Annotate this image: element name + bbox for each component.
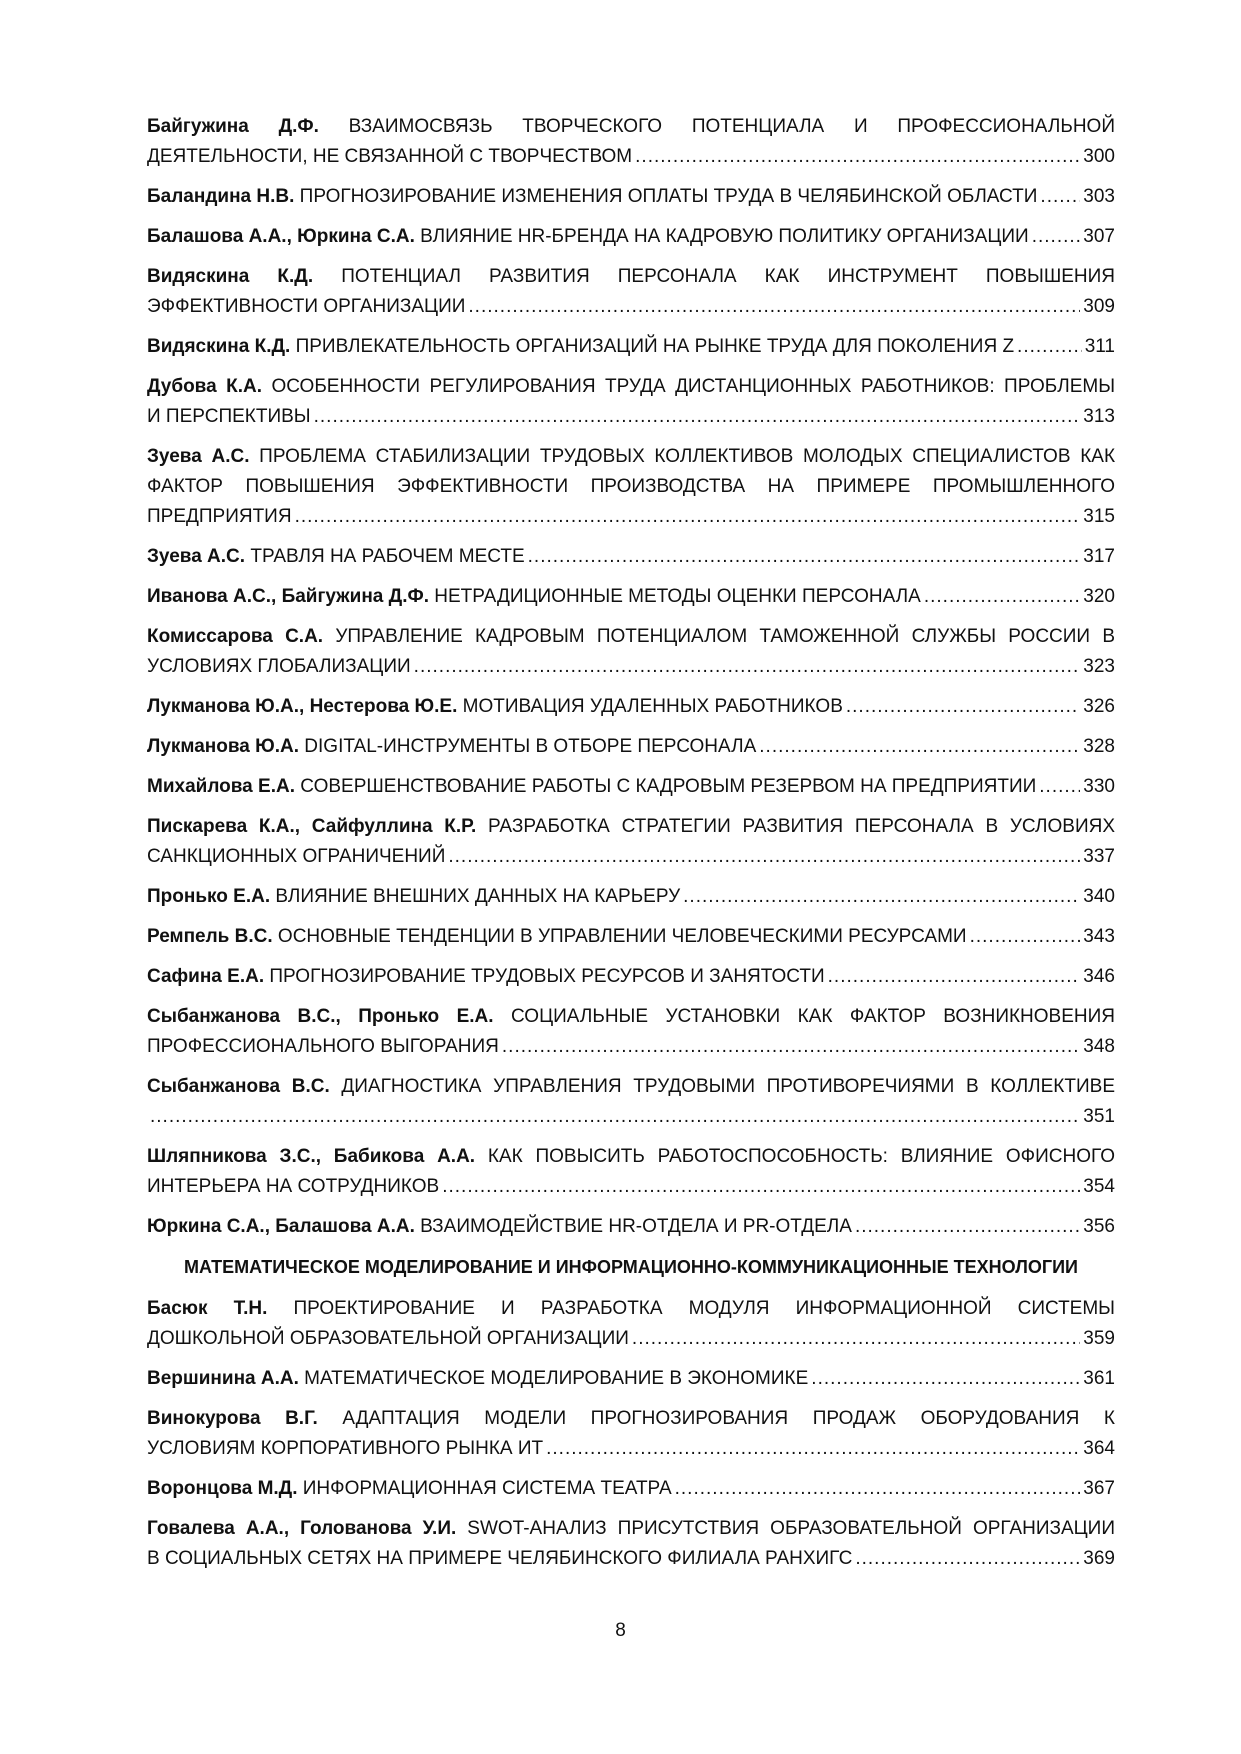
toc-entry[interactable] — [147, 332, 1115, 362]
toc-entry-title: ПРОЕКТИРОВАНИЕ И РАЗРАБОТКА МОДУЛЯ ИНФОРМАЦИОННОЙ СИСТЕМЫ — [267, 1298, 1116, 1319]
toc-entry-title-lead — [147, 622, 1115, 652]
toc-entry-title: ПРОГНОЗИРОВАНИЕ ТРУДОВЫХ РЕСУРСОВ И ЗАНЯТОСТИ — [264, 966, 825, 987]
toc-entry-page: 323 — [1083, 656, 1115, 677]
toc-entry-title: И ПЕРСПЕКТИВЫ — [147, 406, 311, 427]
dot-leader — [855, 1212, 1080, 1242]
toc-entry-page: 343 — [1083, 926, 1115, 947]
toc-entry-page: 317 — [1083, 546, 1115, 567]
toc-entry-title: МОТИВАЦИЯ УДАЛЕННЫХ РАБОТНИКОВ — [457, 696, 843, 717]
toc-entry-page: 307 — [1083, 226, 1115, 247]
toc-entry-page: 364 — [1083, 1438, 1115, 1459]
dot-leader — [150, 1102, 1080, 1132]
toc-entry-line — [147, 542, 1115, 572]
dot-leader — [442, 1172, 1080, 1202]
toc-entry-author: Юркина С.А., Балашова А.А. — [147, 1216, 415, 1237]
toc-entry-line — [147, 692, 1115, 722]
toc-entry-title-lead — [147, 442, 1115, 502]
toc-entry-page: 326 — [1083, 696, 1115, 717]
toc-entry-title: ДИАГНОСТИКА УПРАВЛЕНИЯ ТРУДОВЫМИ ПРОТИВОРЕЧИЯМИ В КОЛЛЕКТИВЕ — [329, 1076, 1115, 1097]
dot-leader — [811, 1364, 1080, 1394]
toc-entry-author: Иванова А.С., Байгужина Д.Ф. — [147, 586, 429, 607]
toc-entry-page: 354 — [1083, 1176, 1115, 1197]
toc-entry[interactable] — [147, 442, 1115, 532]
toc-entry-title: ОСНОВНЫЕ ТЕНДЕНЦИИ В УПРАВЛЕНИИ ЧЕЛОВЕЧЕСКИМИ РЕСУРСАМИ — [272, 926, 967, 947]
toc-entry-title: УСЛОВИЯХ ГЛОБАЛИЗАЦИИ — [147, 656, 411, 677]
toc-entry-text — [147, 692, 843, 722]
toc-entry-title: ПОТЕНЦИАЛ РАЗВИТИЯ ПЕРСОНАЛА КАК ИНСТРУМЕНТ ПОВЫШЕНИЯ — [313, 266, 1116, 287]
toc-entry-line — [147, 332, 1115, 362]
toc-entry-line — [147, 772, 1115, 802]
toc-entry-author: Баландина Н.В. — [147, 186, 295, 207]
toc-entry-text — [147, 652, 411, 682]
toc-entry-line — [147, 732, 1115, 762]
toc-entry-line — [147, 142, 1115, 172]
toc-entry[interactable] — [147, 812, 1115, 872]
toc-entry-title: ИНТЕРЬЕРА НА СОТРУДНИКОВ — [147, 1176, 440, 1197]
toc-entry-title: В СОЦИАЛЬНЫХ СЕТЯХ НА ПРИМЕРЕ ЧЕЛЯБИНСКОГО ФИЛИАЛА РАНХИГС — [147, 1548, 853, 1569]
dot-leader — [295, 502, 1081, 532]
toc-entry[interactable] — [147, 772, 1115, 802]
toc-entry-title-lead — [147, 1142, 1115, 1172]
toc-entry-text — [147, 1434, 543, 1464]
dot-leader — [635, 142, 1080, 172]
toc-entry-title-lead — [147, 1072, 1115, 1102]
toc-entry[interactable] — [147, 1514, 1115, 1574]
dot-leader — [924, 582, 1080, 612]
toc-entry-line — [147, 962, 1115, 992]
toc-entry-text — [147, 1544, 852, 1574]
toc-entry[interactable] — [147, 622, 1115, 682]
toc-entry-line — [147, 882, 1115, 912]
toc-entry-page: 351 — [1083, 1106, 1115, 1127]
toc-entry-line — [147, 1172, 1115, 1202]
toc-entry-text — [147, 842, 445, 872]
toc-entry-title: ПРИВЛЕКАТЕЛЬНОСТЬ ОРГАНИЗАЦИЙ НА РЫНКЕ ТРУДА ДЛЯ ПОКОЛЕНИЯ Z — [290, 336, 1015, 357]
dot-leader — [675, 1474, 1081, 1504]
toc-entry-line — [147, 222, 1115, 252]
toc-entry[interactable] — [147, 1212, 1115, 1242]
toc-entry[interactable] — [147, 1404, 1115, 1464]
section-heading: МАТЕМАТИЧЕСКОЕ МОДЕЛИРОВАНИЕ И ИНФОРМАЦИОННО-КОММУНИКАЦИОННЫЕ ТЕХНОЛОГИИ — [184, 1257, 1078, 1277]
dot-leader — [828, 962, 1081, 992]
toc-entry-author: Комиссарова С.А. — [147, 626, 324, 647]
toc-entry-page: 309 — [1083, 296, 1115, 317]
toc-entry-title: СОВЕРШЕНСТВОВАНИЕ РАБОТЫ С КАДРОВЫМ РЕЗЕРВОМ НА ПРЕДПРИЯТИИ — [294, 776, 1037, 797]
toc-entry-line — [147, 1364, 1115, 1394]
toc-entry-title: ДЕЯТЕЛЬНОСТИ, НЕ СВЯЗАННОЙ С ТВОРЧЕСТВОМ — [147, 146, 633, 167]
toc-entry-author: Видяскина К.Д. — [147, 336, 291, 357]
toc-entry-title-lead — [147, 1404, 1115, 1434]
toc-entry-page: 303 — [1083, 186, 1115, 207]
dot-leader — [314, 402, 1081, 432]
toc-entry-title: УСЛОВИЯМ КОРПОРАТИВНОГО РЫНКА ИТ — [147, 1438, 544, 1459]
toc-entry-text — [147, 332, 1014, 362]
toc-entry-text — [147, 732, 756, 762]
dot-leader — [414, 652, 1081, 682]
toc-entry[interactable] — [147, 112, 1115, 172]
toc-entry-page: 348 — [1083, 1036, 1115, 1057]
toc-entry-line — [147, 1434, 1115, 1464]
toc-entry-page: 340 — [1083, 886, 1115, 907]
toc-entry[interactable] — [147, 962, 1115, 992]
toc-entry-line — [147, 502, 1115, 532]
toc-entry-author: Вершинина А.А. — [147, 1368, 299, 1389]
toc-entry-line — [147, 1544, 1115, 1574]
toc-entry-author: Лукманова Ю.А., Нестерова Ю.Е. — [147, 696, 458, 717]
dot-leader — [546, 1434, 1080, 1464]
toc-entry-line — [147, 1212, 1115, 1242]
toc-entries-labor — [147, 112, 1115, 1242]
toc-entry-title: ВЗАИМОСВЯЗЬ ТВОРЧЕСКОГО ПОТЕНЦИАЛА И ПРОФЕССИОНАЛЬНОЙ — [318, 116, 1115, 137]
toc-entry-line — [147, 1032, 1115, 1062]
toc-entry-title: SWOT-АНАЛИЗ ПРИСУТСТВИЯ ОБРАЗОВАТЕЛЬНОЙ ОРГАНИЗАЦИИ — [456, 1518, 1115, 1539]
toc-entry[interactable] — [147, 582, 1115, 612]
toc-entry-author: Михайлова Е.А. — [147, 776, 295, 797]
dot-leader — [970, 922, 1081, 952]
toc-entry-title: ДОШКОЛЬНОЙ ОБРАЗОВАТЕЛЬНОЙ ОРГАНИЗАЦИИ — [147, 1328, 629, 1349]
toc-entry[interactable] — [147, 1072, 1115, 1132]
dot-leader — [632, 1324, 1080, 1354]
dot-leader — [502, 1032, 1080, 1062]
toc-entry-line — [147, 1102, 1115, 1132]
toc-entry[interactable] — [147, 262, 1115, 322]
dot-leader — [1017, 332, 1082, 362]
toc-entry-author: Лукманова Ю.А. — [147, 736, 300, 757]
toc-entry-text — [147, 402, 311, 432]
toc-entry-line — [147, 182, 1115, 212]
toc-entry-title: ЭФФЕКТИВНОСТИ ОРГАНИЗАЦИИ — [147, 296, 466, 317]
toc-entry-text — [147, 1324, 629, 1354]
toc-entry-text — [147, 962, 825, 992]
toc-entry-title: АДАПТАЦИЯ МОДЕЛИ ПРОГНОЗИРОВАНИЯ ПРОДАЖ ОБОРУДОВАНИЯ К — [317, 1408, 1115, 1429]
toc-entry-page: 320 — [1083, 586, 1115, 607]
toc-entry-author: Байгужина Д.Ф. — [147, 116, 319, 137]
page-number: 8 — [615, 1620, 626, 1641]
dot-leader — [683, 882, 1080, 912]
toc-entry-page: 346 — [1083, 966, 1115, 987]
toc-entry[interactable] — [147, 222, 1115, 252]
toc-entry-page: 337 — [1083, 846, 1115, 867]
toc-entry-author: Говалева А.А., Голованова У.И. — [147, 1518, 457, 1539]
toc-entry-title: ПРЕДПРИЯТИЯ — [147, 506, 292, 527]
toc-entry-title: УПРАВЛЕНИЕ КАДРОВЫМ ПОТЕНЦИАЛОМ ТАМОЖЕННОЙ СЛУЖБЫ РОССИИ В — [323, 626, 1115, 647]
toc-entry-page: 300 — [1083, 146, 1115, 167]
toc-entry-title: КАК ПОВЫСИТЬ РАБОТОСПОСОБНОСТЬ: ВЛИЯНИЕ ОФИСНОГО — [475, 1146, 1115, 1167]
toc-entry-text — [147, 502, 292, 532]
toc-entry-title: ПРОГНОЗИРОВАНИЕ ИЗМЕНЕНИЯ ОПЛАТЫ ТРУДА В ЧЕЛЯБИНСКОЙ ОБЛАСТИ — [294, 186, 1038, 207]
toc-entry-title: САНКЦИОННЫХ ОГРАНИЧЕНИЙ — [147, 846, 446, 867]
dot-leader — [1039, 772, 1080, 802]
dot-leader — [468, 292, 1080, 322]
toc-entry[interactable] — [147, 1142, 1115, 1202]
toc-entry-author: Видяскина К.Д. — [147, 266, 314, 287]
toc-entry-author: Сафина Е.А. — [147, 966, 265, 987]
toc-entry-title: ВЗАИМОДЕЙСТВИЕ HR-ОТДЕЛА И PR-ОТДЕЛА — [414, 1216, 852, 1237]
toc-entry-author: Сыбанжанова В.С. — [147, 1076, 330, 1097]
toc-entry[interactable] — [147, 922, 1115, 952]
toc-entry-title-lead — [147, 812, 1115, 842]
toc-entry-page: 359 — [1083, 1328, 1115, 1349]
toc-entry-title: МАТЕМАТИЧЕСКОЕ МОДЕЛИРОВАНИЕ В ЭКОНОМИКЕ — [298, 1368, 809, 1389]
toc-entry-title: ПРОФЕССИОНАЛЬНОГО ВЫГОРАНИЯ — [147, 1036, 499, 1057]
toc-entry-title: ОСОБЕННОСТИ РЕГУЛИРОВАНИЯ ТРУДА ДИСТАНЦИОННЫХ РАБОТНИКОВ: ПРОБЛЕМЫ — [262, 376, 1116, 397]
toc-entry[interactable] — [147, 1002, 1115, 1062]
toc-entry-title: ВЛИЯНИЕ HR-БРЕНДА НА КАДРОВУЮ ПОЛИТИКУ ОРГАНИЗАЦИИ — [414, 226, 1029, 247]
toc-entry-author: Сыбанжанова В.С., Пронько Е.А. — [147, 1006, 494, 1027]
toc-entry[interactable] — [147, 182, 1115, 212]
toc-entry-title-lead — [147, 1002, 1115, 1032]
toc-entry-page: 315 — [1083, 506, 1115, 527]
toc-entry-title-lead — [147, 372, 1115, 402]
toc-entry-line — [147, 1324, 1115, 1354]
toc-entry-author: Басюк Т.Н. — [147, 1298, 268, 1319]
toc-entry[interactable] — [147, 1474, 1115, 1504]
toc-entry-text — [147, 292, 465, 322]
dot-leader — [1040, 182, 1080, 212]
toc-entry-text — [147, 542, 525, 572]
toc-entry-author: Винокурова В.Г. — [147, 1408, 318, 1429]
dot-leader — [855, 1544, 1080, 1574]
toc-entry-text — [147, 772, 1036, 802]
toc-entry-title-lead — [147, 112, 1115, 142]
toc-entry-author: Балашова А.А., Юркина С.А. — [147, 226, 415, 247]
toc-entry-title: НЕТРАДИЦИОННЫЕ МЕТОДЫ ОЦЕНКИ ПЕРСОНАЛА — [428, 586, 921, 607]
toc-entry-line — [147, 1474, 1115, 1504]
dot-leader — [846, 692, 1080, 722]
toc-entry-author: Пронько Е.А. — [147, 886, 271, 907]
toc-entry-page: 369 — [1083, 1548, 1115, 1569]
toc-entry-line — [147, 922, 1115, 952]
toc-entry-text — [147, 882, 680, 912]
toc-entry-text — [147, 922, 967, 952]
toc-entry-title: ИНФОРМАЦИОННАЯ СИСТЕМА ТЕАТРА — [297, 1478, 672, 1499]
toc-entry-author: Дубова К.А. — [147, 376, 263, 397]
dot-leader — [1032, 222, 1081, 252]
toc-entry-line — [147, 842, 1115, 872]
toc-entry-title: ВЛИЯНИЕ ВНЕШНИХ ДАННЫХ НА КАРЬЕРУ — [270, 886, 681, 907]
toc-entry[interactable] — [147, 692, 1115, 722]
toc-entry-page: 311 — [1084, 336, 1115, 357]
toc-entry-text — [147, 1364, 808, 1394]
toc-entry-author: Ремпель В.С. — [147, 926, 273, 947]
dot-leader — [448, 842, 1080, 872]
toc-entry-title: ПРОБЛЕМА СТАБИЛИЗАЦИИ ТРУДОВЫХ КОЛЛЕКТИВОВ МОЛОДЫХ СПЕЦИАЛИСТОВ КАК ФАКТОР ПОВЫШЕНИЯ ЭФФЕКТИВНОСТИ ПРОИЗВОДСТВА НА ПРИМЕРЕ ПРОМЫШЛЕННОГО — [147, 446, 1116, 497]
dot-leader — [528, 542, 1081, 572]
toc-entry-author: Зуева А.С. — [147, 446, 250, 467]
toc-entry-title: СОЦИАЛЬНЫЕ УСТАНОВКИ КАК ФАКТОР ВОЗНИКНОВЕНИЯ — [493, 1006, 1115, 1027]
toc-entry-text — [147, 1032, 499, 1062]
toc-entry[interactable] — [147, 542, 1115, 572]
toc-entry-page: 361 — [1083, 1368, 1115, 1389]
toc-entry-text — [147, 142, 632, 172]
toc-entry-title: DIGITAL-ИНСТРУМЕНТЫ В ОТБОРЕ ПЕРСОНАЛА — [299, 736, 757, 757]
toc-entry-title: РАЗРАБОТКА СТРАТЕГИИ РАЗВИТИЯ ПЕРСОНАЛА В УСЛОВИЯХ — [476, 816, 1115, 837]
toc-entry-author: Зуева А.С. — [147, 546, 246, 567]
dot-leader — [759, 732, 1080, 762]
toc-entry-text — [147, 182, 1037, 212]
toc-entry-author: Шляпникова З.С., Бабикова А.А. — [147, 1146, 476, 1167]
toc-entry-title-lead — [147, 1514, 1115, 1544]
toc-entry-text — [147, 222, 1029, 252]
toc-entry[interactable] — [147, 732, 1115, 762]
toc-entry-author: Пискарева К.А., Сайфуллина К.Р. — [147, 816, 477, 837]
toc-entry-title-lead — [147, 1294, 1115, 1324]
toc-entry-page: 356 — [1083, 1216, 1115, 1237]
toc-entry-title-lead — [147, 262, 1115, 292]
toc-entry-line — [147, 292, 1115, 322]
toc-entry-text — [147, 582, 921, 612]
toc-entry[interactable] — [147, 1364, 1115, 1394]
toc-entry-title: ТРАВЛЯ НА РАБОЧЕМ МЕСТЕ — [245, 546, 525, 567]
toc-entry[interactable] — [147, 1294, 1115, 1354]
toc-entry-line — [147, 652, 1115, 682]
toc-entries-modeling — [147, 1294, 1115, 1574]
toc-entry[interactable] — [147, 372, 1115, 432]
toc-entry-page: 328 — [1083, 736, 1115, 757]
toc-entry-page: 367 — [1083, 1478, 1115, 1499]
toc-entry-text — [147, 1474, 672, 1504]
toc-entry-page: 330 — [1083, 776, 1115, 797]
toc-entry-line — [147, 582, 1115, 612]
toc-entry-author: Воронцова М.Д. — [147, 1478, 298, 1499]
table-of-contents — [147, 112, 1115, 1584]
toc-entry[interactable] — [147, 882, 1115, 912]
toc-entry-line — [147, 402, 1115, 432]
toc-entry-page: 313 — [1083, 406, 1115, 427]
toc-entry-text — [147, 1212, 852, 1242]
toc-entry-text — [147, 1172, 439, 1202]
